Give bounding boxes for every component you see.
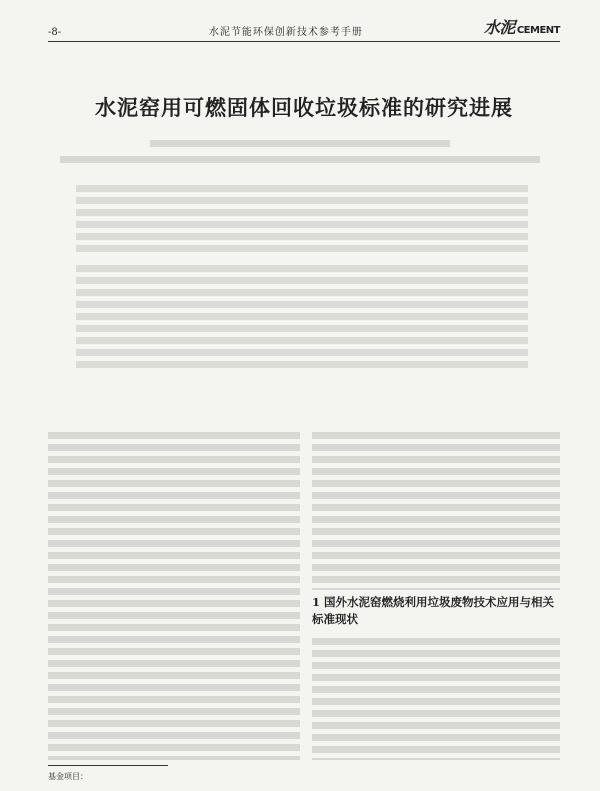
funding-note: 基金项目： (48, 772, 88, 781)
body-right-bottom (312, 636, 560, 760)
body-left-column (48, 430, 300, 760)
paper-title: 水泥窑用可燃固体回收垃圾标准的研究进展 (95, 95, 513, 120)
affiliation (60, 154, 540, 166)
footer-rule (48, 765, 168, 766)
running-head: 水泥节能环保创新技术参考手册 (208, 27, 363, 38)
author-line (150, 138, 450, 150)
chinese-abstract (76, 183, 528, 255)
journal-logo: 水泥 CEMENT (483, 18, 560, 37)
page-header (48, 10, 560, 42)
section-1-heading: 1 国外水泥窑燃烧利用垃圾废物技术应用与相关标准现状 (312, 595, 555, 626)
body-right-top (312, 430, 560, 590)
english-abstract (76, 263, 528, 371)
page-number: -8- (48, 27, 62, 38)
